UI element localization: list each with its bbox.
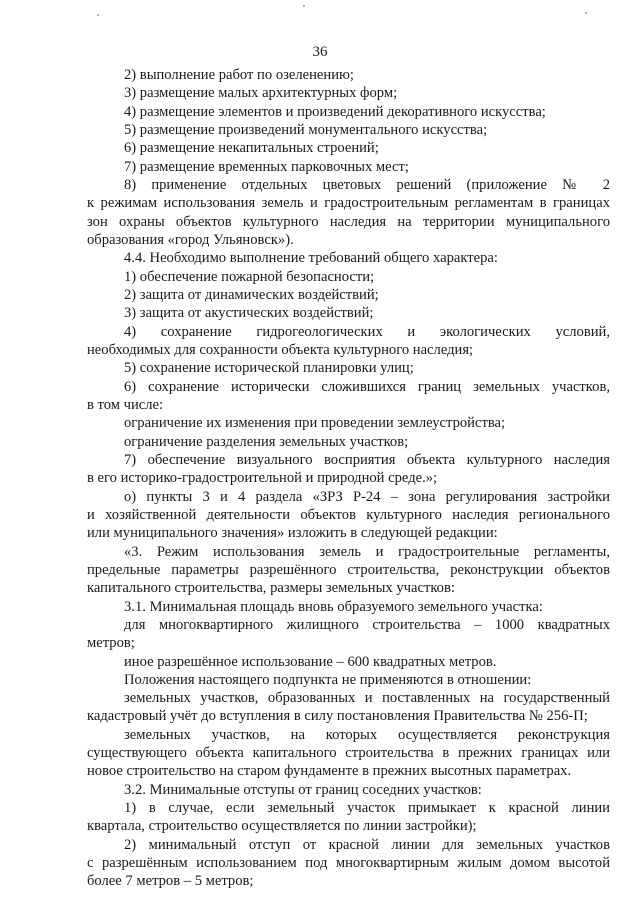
list-item: 2) выполнение работ по озеленению; bbox=[124, 67, 354, 83]
list-item: 6) размещение некапитальных строений; bbox=[124, 140, 379, 157]
document-body bbox=[87, 66, 610, 891]
paragraph-line: 4) сохранение гидрогеологических и экологических условий, bbox=[124, 323, 610, 340]
paragraph-line: 8) применение отдельных цветовых решений (приложение № 2 bbox=[124, 176, 610, 193]
scan-speck bbox=[303, 5, 305, 7]
paragraph-line: Положения настоящего подпункта не применяются в отношении: bbox=[124, 671, 532, 688]
list-item: 5) размещение произведений монументального искусства; bbox=[124, 121, 488, 138]
paragraph-line: «3. Режим использования земель и градостроительные регламенты, bbox=[124, 543, 610, 560]
paragraph-line: метров; bbox=[87, 635, 135, 652]
list-item: 1) обеспечение пожарной безопасности; bbox=[124, 268, 375, 285]
paragraph-line: 6) сохранение исторически сложившихся границ земельных участков, bbox=[124, 378, 610, 395]
paragraph-line: для многоквартирного жилищного строительства – 1000 квадратных bbox=[124, 616, 610, 633]
paragraph-line: предельные параметры разрешённого строительства, реконструкции объектов bbox=[87, 561, 610, 578]
list-item: 5) сохранение исторической планировки улиц; bbox=[124, 360, 414, 377]
paragraph-line: к режимам использования земель и градостроительным регламентам в границах bbox=[87, 195, 610, 212]
paragraph-line: 2) минимальный отступ от красной линии для земельных участков bbox=[124, 836, 610, 853]
paragraph-line: о) пункты 3 и 4 раздела «ЗРЗ Р-24 – зона регулирования застройки bbox=[124, 488, 610, 505]
paragraph-line: квартала, строительство осуществляется по линии застройки); bbox=[87, 818, 477, 835]
paragraph-line: или муниципального значения» изложить в следующей редакции: bbox=[87, 525, 498, 542]
paragraph-line: и хозяйственной деятельности объектов культурного наследия регионального bbox=[87, 506, 610, 523]
scan-speck bbox=[97, 14, 99, 16]
paragraph-line: в том числе: bbox=[87, 396, 164, 413]
paragraph-line: необходимых для сохранности объекта культурного наследия; bbox=[87, 341, 474, 358]
paragraph-line: 1) в случае, если земельный участок примыкает к красной линии bbox=[124, 800, 610, 817]
paragraph-line: зон охраны объектов культурного наследия на территории муниципального bbox=[87, 213, 610, 230]
paragraph-line: 7) обеспечение визуального восприятия объекта культурного наследия bbox=[124, 451, 610, 468]
list-item: ограничение их изменения при проведении землеустройства; bbox=[124, 415, 506, 432]
paragraph-line: земельных участков, на которых осуществляется реконструкция bbox=[124, 726, 610, 743]
list-item: 3) защита от акустических воздействий; bbox=[124, 305, 374, 322]
page-number: 36 bbox=[312, 44, 328, 60]
section-heading: 3.1. Минимальная площадь вновь образуемого земельного участка: bbox=[124, 598, 543, 615]
list-item: 3) размещение малых архитектурных форм; bbox=[124, 85, 398, 102]
list-item: 7) размещение временных парковочных мест; bbox=[124, 158, 409, 175]
paragraph-line: с разрешённым использованием под многоквартирным жилым домом высотой bbox=[87, 855, 610, 872]
paragraph-line: в его историко-градостроительной и природной среде.»; bbox=[87, 470, 438, 487]
list-item: 2) защита от динамических воздействий; bbox=[124, 286, 379, 303]
paragraph-line: капитального строительства, размеры земельных участков: bbox=[87, 580, 455, 597]
paragraph-line: новое строительство на старом фундаменте в прежних высотных параметрах. bbox=[87, 763, 572, 780]
list-item: 4) размещение элементов и произведений декоративного искусства; bbox=[124, 103, 546, 120]
section-heading: 4.4. Необходимо выполнение требований общего характера: bbox=[124, 250, 498, 267]
paragraph-line: существующего объекта капитального строительства в прежних границах или bbox=[87, 745, 610, 762]
paragraph-line: образования «город Ульяновск»). bbox=[87, 231, 294, 248]
paragraph-line: более 7 метров – 5 метров; bbox=[87, 873, 254, 890]
section-heading: 3.2. Минимальные отступы от границ соседних участков: bbox=[124, 781, 482, 798]
paragraph-line: земельных участков, образованных и поставленных на государственный bbox=[124, 690, 610, 707]
list-item: иное разрешённое использование – 600 квадратных метров. bbox=[124, 653, 497, 670]
scan-speck bbox=[585, 12, 587, 14]
list-item: ограничение разделения земельных участков; bbox=[124, 433, 409, 450]
paragraph-line: кадастровый учёт до вступления в силу постановления Правительства № 256-П; bbox=[87, 708, 588, 725]
